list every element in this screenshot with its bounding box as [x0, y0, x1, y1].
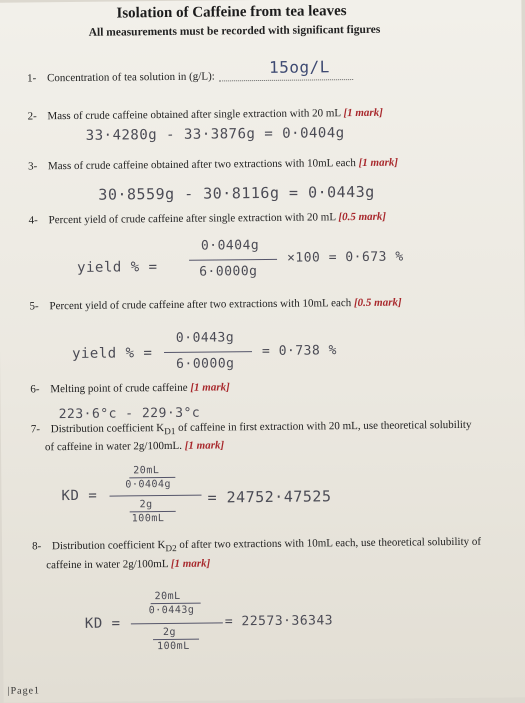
question-text: Percent yield of crude caffeine after single extraction with 20 mL: [48, 211, 336, 227]
question-text: Percent yield of crude caffeine after two extractions with 10mL each: [49, 297, 352, 313]
question-number: 7-: [30, 423, 41, 436]
question-text: of caffeine in water 2g/100mL.: [44, 439, 183, 454]
yield-label: yield % =: [71, 345, 153, 362]
question-number: 5-: [29, 300, 39, 313]
bottom-denominator: 100mL: [157, 640, 190, 653]
yield-label: yield % =: [77, 259, 158, 276]
question-5: [29, 297, 401, 313]
question-number: 3-: [28, 160, 38, 173]
page-footer: |Page1: [7, 685, 41, 697]
mark-badge: [1 mark]: [343, 106, 383, 120]
question-text-cont: of after two extractions with 10mL each, use theoretical solubility of: [176, 535, 482, 551]
question-8-line2: [46, 558, 210, 572]
question-2: [27, 107, 382, 123]
fraction-denominator: 6·0000g: [199, 264, 258, 280]
top-denominator: 0·0404g: [125, 478, 172, 491]
answer-6: 223·6°c - 229·3°c: [58, 405, 201, 423]
question-number: 1-: [27, 72, 37, 85]
question-1: [27, 70, 215, 84]
question-3: [28, 157, 398, 173]
mark-badge: [1 mark]: [170, 557, 211, 570]
question-text: caffeine in water 2g/100mL: [46, 558, 169, 572]
answer-1: 15og/L: [268, 57, 330, 77]
main-fraction-bar: [131, 622, 223, 624]
question-7-line2: [45, 439, 224, 453]
top-denominator: 0·0443g: [148, 604, 195, 617]
answer-line: [219, 79, 353, 81]
question-number: 2-: [27, 110, 37, 123]
mark-badge: [1 mark]: [190, 381, 230, 394]
bottom-denominator: 100mL: [131, 513, 165, 525]
bottom-numerator: 2g: [162, 626, 177, 639]
fraction-denominator: 6·0000g: [176, 356, 235, 372]
bottom-numerator: 2g: [139, 499, 153, 511]
main-fraction-bar: [110, 495, 202, 497]
kd-result: = 22573·36343: [224, 613, 334, 630]
fraction-numerator: 0·0443g: [175, 330, 235, 346]
subscript: D1: [164, 426, 176, 437]
top-numerator: 20mL: [133, 465, 160, 477]
question-number: 4-: [28, 214, 38, 227]
page-subtitle: All measurements must be recorded with significant figures: [88, 23, 381, 39]
question-4: [29, 211, 387, 227]
question-text: Mass of crude caffeine obtained after two extractions with 10mL each: [47, 157, 356, 173]
question-text: Distribution coefficient K: [50, 422, 165, 436]
question-text-cont: of caffeine in first extraction with 20 mL, use theoretical solubility: [175, 418, 472, 434]
top-numerator: 20mL: [154, 590, 181, 603]
answer-3: 30·8559g - 30·8116g = 0·0443g: [98, 182, 375, 204]
kd-label: KD =: [61, 487, 98, 505]
fraction-bar: [164, 351, 252, 353]
fraction-numerator: 0·0404g: [200, 238, 260, 254]
kd-result: = 24752·47525: [207, 487, 332, 507]
mark-badge: [0.5 mark]: [338, 210, 387, 224]
yield-result: ×100 = 0·673 %: [286, 249, 404, 266]
question-text: Mass of crude caffeine obtained after single extraction with 20 mL: [47, 107, 341, 123]
question-text: Melting point of crude caffeine: [50, 381, 188, 396]
kd-label: KD =: [84, 615, 121, 632]
question-number: 8-: [31, 540, 42, 553]
question-6: [30, 381, 229, 395]
mark-badge: [0.5 mark]: [353, 296, 402, 310]
mark-badge: [1 mark]: [184, 439, 225, 452]
question-number: 6-: [30, 383, 40, 396]
subscript: D2: [165, 543, 177, 554]
fraction-bar: [189, 259, 277, 261]
page-title: Isolation of Caffeine from tea leaves: [116, 3, 347, 22]
yield-result: = 0·738 %: [261, 343, 338, 360]
answer-2: 33·4280g - 33·3876g = 0·0404g: [85, 125, 345, 144]
question-8: [32, 536, 481, 555]
question-text: Concentration of tea solution in (g/L):: [47, 70, 215, 85]
mark-badge: [1 mark]: [358, 156, 399, 169]
question-text: Distribution coefficient K: [51, 539, 166, 553]
